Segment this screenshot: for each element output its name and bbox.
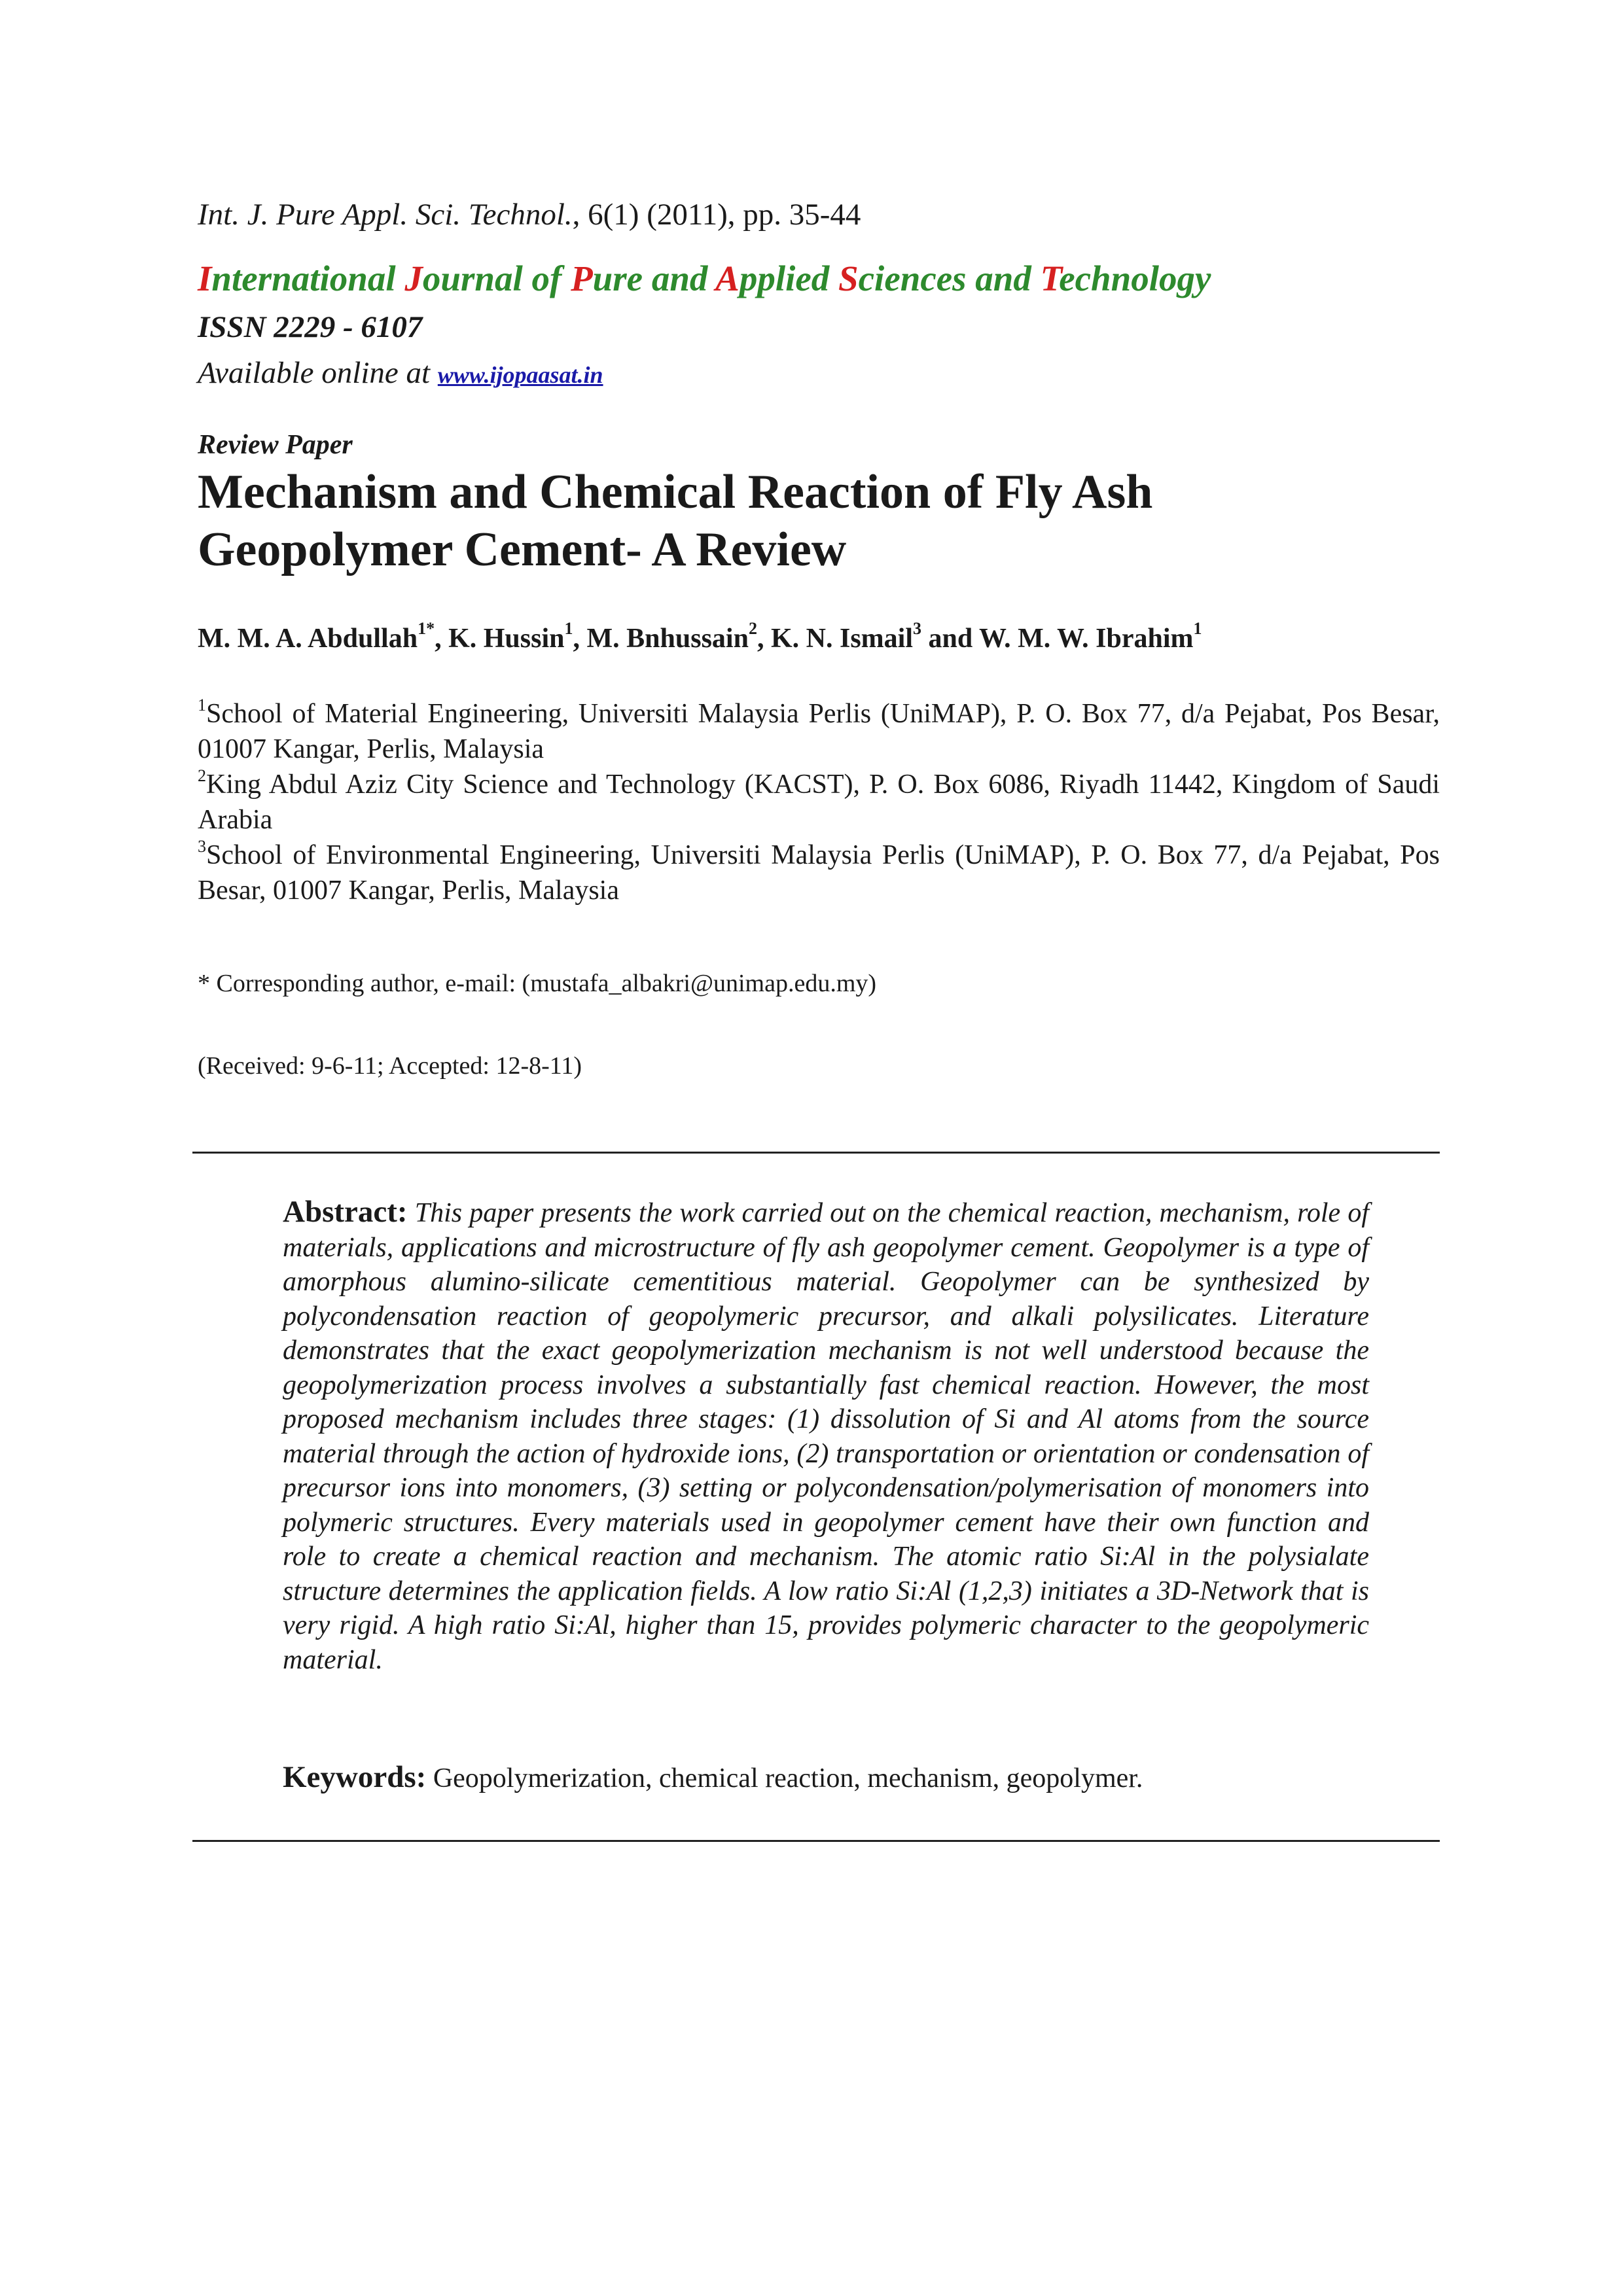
abstract-text: This paper presents the work carried out on the chemical reaction, mechanism, role of materials, applications and microstructure of fly ash geopolymer cement. Geopolymer is a type of amorphous alumino-silicate cementitious material. Geopolymer can be synthesized by polycondensation reaction of geopolymeric precursor, and alkali polysilicates. Literature demonstrates that the exact geopolymerization mechanism is not well understood because the geopolymerization process involves a substantially fast chemical reaction. However, the most proposed mechanism includes three stages: (1) dissolution of Si and Al atoms from the source material through the action of hydroxide ions, (2) transportation or orientation or condensation of precursor ions into monomers, (3) setting or polycondensation/polymerisation of monomers into polymeric structures. Every materials used in geopolymer cement have their own function and role to create a chemical reaction and mechanism. The atomic ratio Si:Al in the polysialate structure determines the application fields. A low ratio Si:Al (1,2,3) initiates a 3D-Network that is very rigid. A high ratio Si:Al, higher than 15, provides polymeric character to the geopolymeric material. — [283, 1198, 1370, 1675]
keywords-text: Geopolymerization, chemical reaction, mechanism, geopolymer. — [426, 1763, 1143, 1793]
bottom-divider — [192, 1840, 1440, 1842]
affiliation — [198, 767, 1440, 838]
availability-line — [198, 352, 603, 396]
abstract-label: Abstract: — [283, 1195, 408, 1229]
issn: ISSN 2229 - 6107 — [198, 310, 423, 344]
author-affiliation-mark: 1 — [1193, 619, 1202, 638]
author-name: W. M. W. Ibrahim — [978, 624, 1194, 654]
author-name: M. Bnhussain — [586, 624, 749, 654]
journal-title-part: I — [198, 258, 212, 298]
journal-title-part: ournal of — [422, 258, 571, 298]
author-name: M. M. A. Abdullah — [198, 624, 418, 654]
author-separator: , — [757, 624, 771, 654]
author-separator: and — [921, 624, 979, 654]
received-dates: (Received: 9-6-11; Accepted: 12-8-11) — [198, 1052, 582, 1080]
affiliation-text: School of Environmental Engineering, Universiti Malaysia Perlis (UniMAP), P. O. Box 77, d/a Pejabat, Pos Besar, 01007 Kangar, Perlis, Malaysia — [198, 840, 1440, 906]
abstract — [283, 1195, 1369, 1677]
keywords — [283, 1757, 1143, 1798]
corresponding-author: * Corresponding author, e-mail: (mustafa_albakri@unimap.edu.my) — [198, 970, 877, 997]
author-affiliation-mark: 1* — [418, 619, 435, 638]
author-list — [198, 619, 1202, 658]
journal-citation — [198, 194, 861, 236]
journal-title-part: T — [1040, 258, 1060, 298]
journal-title-part: S — [838, 258, 859, 298]
journal-title-part: ure and — [592, 258, 716, 298]
author-affiliation-mark: 3 — [912, 619, 921, 638]
affiliation — [198, 696, 1440, 767]
journal-title-part: ciences and — [858, 258, 1041, 298]
journal-website-link[interactable]: www.ijopaasat.in — [437, 362, 603, 388]
journal-abbreviation: Int. J. Pure Appl. Sci. Technol. — [198, 198, 573, 232]
author-affiliation-mark: 2 — [748, 619, 757, 638]
journal-title-part: P — [571, 258, 593, 298]
journal-title — [198, 256, 1211, 302]
available-label: Available online at — [198, 356, 438, 390]
author-separator: , — [435, 624, 449, 654]
author-name: K. Hussin — [448, 624, 565, 654]
journal-title-part: A — [715, 258, 740, 298]
affiliation-number: 1 — [198, 696, 206, 715]
affiliation-text: King Abdul Aziz City Science and Technology (KACST), P. O. Box 6086, Riyadh 11442, Kingdom of Saudi Arabia — [198, 769, 1440, 835]
affiliation-text: School of Material Engineering, Universiti Malaysia Perlis (UniMAP), P. O. Box 77, d/a Pejabat, Pos Besar, 01007 Kangar, Perlis, Malaysia — [198, 699, 1440, 764]
affiliation-number: 2 — [198, 766, 206, 785]
author-name: K. N. Ismail — [770, 624, 913, 654]
affiliation-number: 3 — [198, 837, 206, 856]
affiliations — [198, 696, 1440, 908]
author-affiliation-mark: 1 — [564, 619, 573, 638]
paper-type: Review Paper — [198, 430, 353, 460]
top-divider — [192, 1152, 1440, 1154]
keywords-label: Keywords: — [283, 1760, 427, 1794]
volume-pages: , 6(1) (2011), pp. 35-44 — [572, 198, 861, 232]
journal-title-part: echnology — [1059, 258, 1211, 298]
journal-title-part: J — [404, 258, 423, 298]
paper-title-line-2: Geopolymer Cement- A Review — [198, 523, 847, 576]
journal-title-part: nternational — [211, 258, 405, 298]
author-separator: , — [573, 624, 587, 654]
paper-title-line-1: Mechanism and Chemical Reaction of Fly Ash — [198, 465, 1153, 519]
affiliation — [198, 838, 1440, 908]
journal-title-part: pplied — [739, 258, 839, 298]
paper-title — [198, 463, 1507, 578]
